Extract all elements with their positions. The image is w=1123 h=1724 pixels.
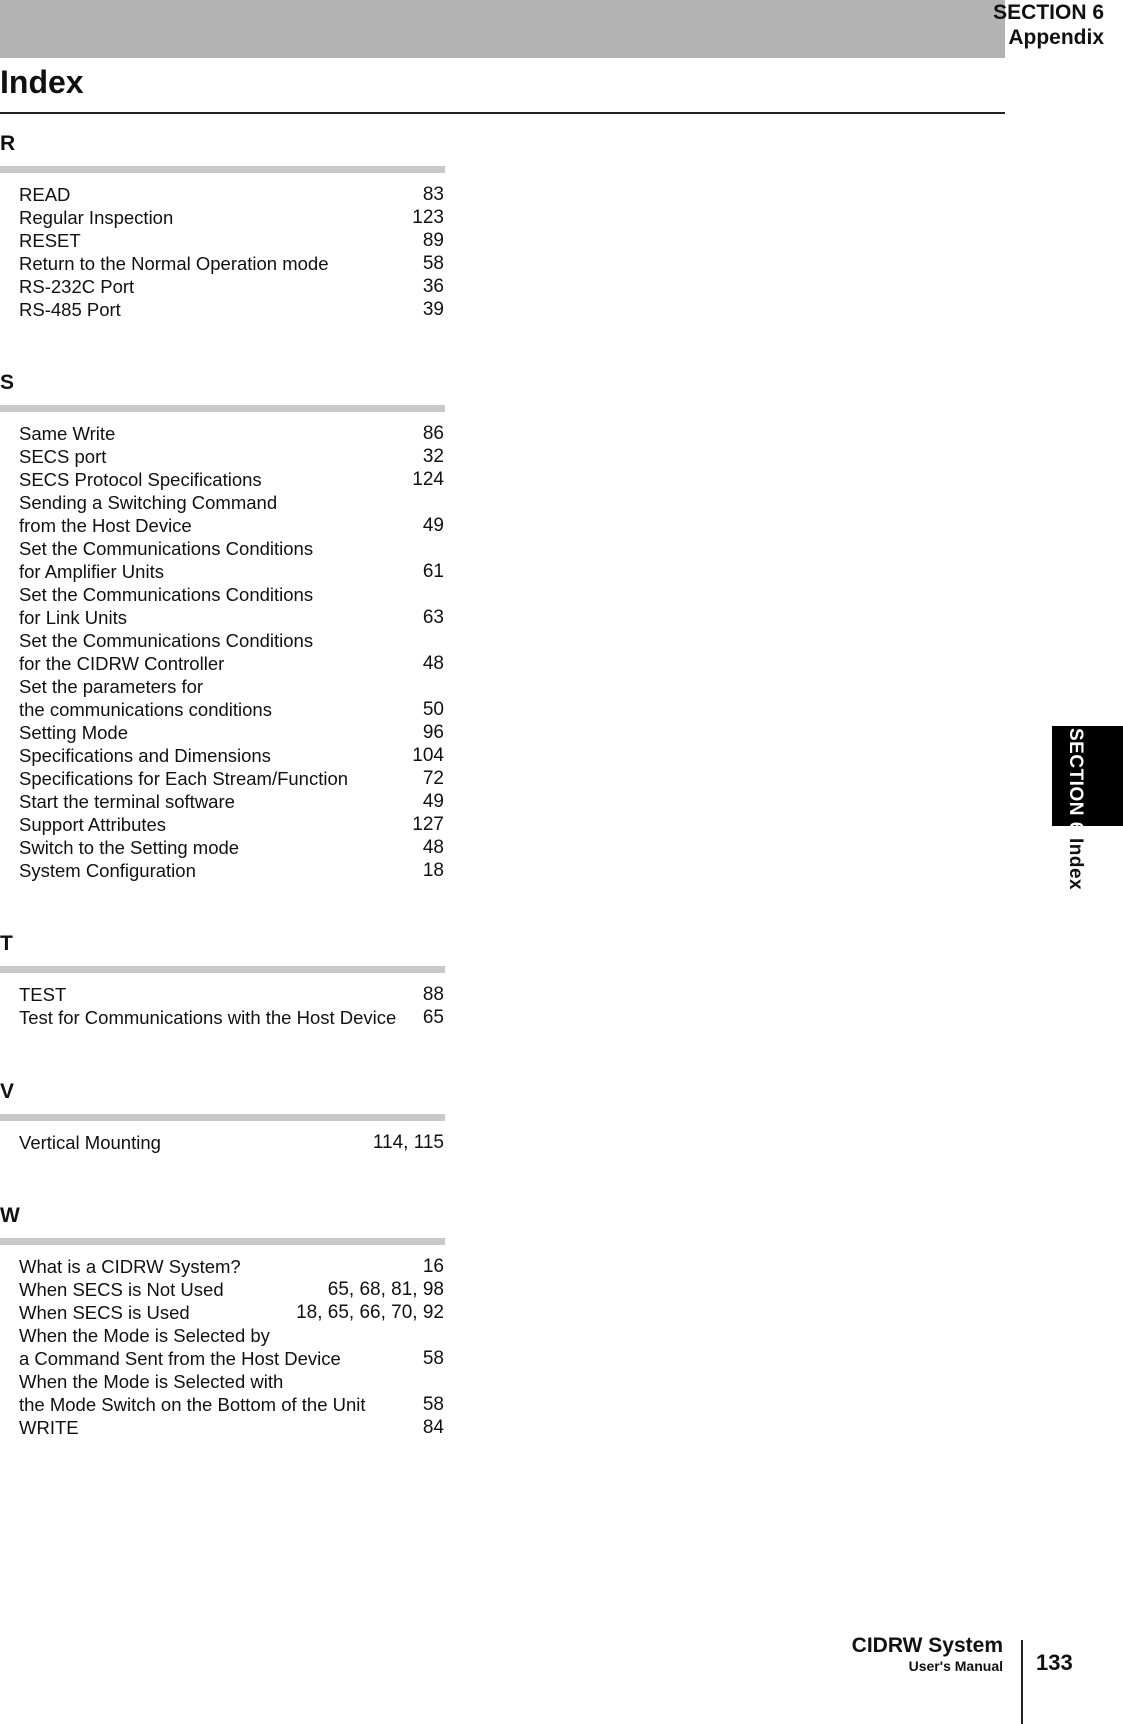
section-letter: T: [0, 932, 13, 955]
entry-term: When the Mode is Selected with: [19, 1371, 284, 1392]
index-section-w: [0, 1204, 445, 1439]
entry-term: Setting Mode: [19, 722, 129, 743]
entry-page-ref: 48: [422, 653, 444, 674]
entry-term: What is a CIDRW System?: [19, 1256, 241, 1277]
footer-title: CIDRW System: [851, 1634, 1003, 1657]
entry-term: Set the Communications Conditions: [19, 630, 314, 651]
side-tab-section: SECTION 6: [1065, 728, 1086, 833]
entry-page-ref: 65, 68, 81, 98: [327, 1279, 444, 1300]
entry-term: a Command Sent from the Host Device: [19, 1348, 341, 1369]
section-letter: V: [0, 1080, 15, 1103]
entry-term: Vertical Mounting: [19, 1132, 161, 1153]
entry-term: READ: [19, 184, 71, 205]
section-rule: [0, 405, 445, 412]
section-rule: [0, 1238, 445, 1245]
entry-term: When the Mode is Selected by: [19, 1325, 270, 1346]
entry-term: Switch to the Setting mode: [19, 837, 240, 858]
entry-term: RS-485 Port: [19, 299, 121, 320]
entry-term: When SECS is Not Used: [19, 1279, 224, 1300]
section-letter: S: [0, 371, 15, 394]
entry-page-ref: 123: [412, 207, 444, 228]
entry-term: Set the Communications Conditions: [19, 538, 314, 559]
entry-term: When SECS is Used: [19, 1302, 190, 1323]
entry-page-ref: 72: [422, 768, 444, 789]
index-entry: [0, 859, 445, 882]
index-entry: [0, 767, 445, 790]
index-entry: [0, 1278, 445, 1301]
index-section-v: [0, 1080, 445, 1154]
entry-page-ref: 89: [422, 230, 444, 251]
index-entry: [0, 1324, 445, 1370]
index-entry: [0, 252, 445, 275]
entry-page-ref: 18, 65, 66, 70, 92: [296, 1302, 444, 1323]
index-section-s: [0, 371, 445, 882]
entry-page-ref: 83: [422, 184, 444, 205]
entry-page-ref: 61: [422, 561, 444, 582]
entry-term: RESET: [19, 230, 81, 251]
index-entry: [0, 445, 445, 468]
entry-page-ref: 58: [422, 1348, 444, 1369]
entry-term: Start the terminal software: [19, 791, 235, 812]
entry-page-ref: 58: [422, 1394, 444, 1415]
index-section-t: [0, 932, 445, 1029]
entry-term: from the Host Device: [19, 515, 192, 536]
entry-page-ref: 48: [422, 837, 444, 858]
entry-term: Specifications and Dimensions: [19, 745, 271, 766]
entry-term: Specifications for Each Stream/Function: [19, 768, 349, 789]
section-rule: [0, 966, 445, 973]
index-entry: [0, 583, 445, 629]
index-entry: [0, 813, 445, 836]
entry-page-ref: 49: [422, 791, 444, 812]
index-entry: [0, 744, 445, 767]
index-entry: [0, 983, 445, 1006]
entry-term: Return to the Normal Operation mode: [19, 253, 329, 274]
entry-term: Test for Communications with the Host Device: [19, 1007, 397, 1028]
entry-term: TEST: [19, 984, 67, 1005]
page-title: Index: [0, 64, 84, 100]
footer-rule: [1021, 1640, 1023, 1724]
entry-page-ref: 58: [422, 253, 444, 274]
title-rule: [0, 112, 1005, 114]
entry-term: WRITE: [19, 1417, 79, 1438]
entry-term: Regular Inspection: [19, 207, 174, 228]
entry-page-ref: 88: [422, 984, 444, 1005]
index-entry: [0, 491, 445, 537]
entry-term: System Configuration: [19, 860, 196, 881]
index-entry: [0, 422, 445, 445]
index-entry: [0, 206, 445, 229]
entry-page-ref: 65: [422, 1007, 444, 1028]
entry-page-ref: 127: [412, 814, 444, 835]
entry-term: the communications conditions: [19, 699, 272, 720]
index-entry: [0, 1255, 445, 1278]
header-section: [993, 0, 1104, 50]
entry-term: SECS port: [19, 446, 107, 467]
entry-term: for the CIDRW Controller: [19, 653, 225, 674]
index-entry: [0, 298, 445, 321]
entry-page-ref: 18: [422, 860, 444, 881]
entry-term: for Link Units: [19, 607, 127, 628]
index-entry: [0, 1416, 445, 1439]
index-entry: [0, 721, 445, 744]
index-entry: [0, 1370, 445, 1416]
index-entry: [0, 675, 445, 721]
entry-term: SECS Protocol Specifications: [19, 469, 262, 490]
entry-page-ref: 32: [422, 446, 444, 467]
entry-term: Support Attributes: [19, 814, 167, 835]
index-section-r: [0, 132, 445, 321]
header-chapter: Appendix: [1008, 26, 1104, 49]
entry-term: for Amplifier Units: [19, 561, 164, 582]
index-entry: [0, 229, 445, 252]
entry-page-ref: 114, 115: [372, 1132, 444, 1153]
section-letter: R: [0, 132, 16, 155]
entry-term: RS-232C Port: [19, 276, 135, 297]
entry-term: the Mode Switch on the Bottom of the Unit: [19, 1394, 366, 1415]
side-tab-label: [1062, 728, 1088, 890]
index-entry: [0, 1006, 445, 1029]
header-bar: [0, 0, 1005, 58]
index-entry: [0, 537, 445, 583]
page-number: 133: [1036, 1650, 1073, 1675]
entry-page-ref: 86: [422, 423, 444, 444]
index-entry: [0, 275, 445, 298]
section-rule: [0, 166, 445, 173]
entry-page-ref: 63: [422, 607, 444, 628]
entry-page-ref: 16: [422, 1256, 444, 1277]
entry-term: Set the parameters for: [19, 676, 204, 697]
entry-page-ref: 39: [422, 299, 444, 320]
footer-subtitle: User's Manual: [908, 1658, 1003, 1674]
entry-page-ref: 49: [422, 515, 444, 536]
entry-page-ref: 96: [422, 722, 444, 743]
index-entry: [0, 468, 445, 491]
index-entry: [0, 790, 445, 813]
index-entry: [0, 1131, 445, 1154]
entry-page-ref: 36: [422, 276, 444, 297]
section-letter: W: [0, 1204, 20, 1227]
index-entry: [0, 1301, 445, 1324]
footer: [852, 1634, 1003, 1674]
header-section-number: SECTION 6: [993, 1, 1104, 24]
index-entry: [0, 629, 445, 675]
entry-term: Set the Communications Conditions: [19, 584, 314, 605]
index-entry: [0, 836, 445, 859]
entry-term: Sending a Switching Command: [19, 492, 278, 513]
section-rule: [0, 1114, 445, 1121]
side-tab-index: Index: [1065, 837, 1086, 890]
entry-page-ref: 50: [422, 699, 444, 720]
entry-page-ref: 84: [422, 1417, 444, 1438]
entry-page-ref: 104: [412, 745, 444, 766]
entry-page-ref: 124: [412, 469, 444, 490]
entry-term: Same Write: [19, 423, 116, 444]
index-entry: [0, 183, 445, 206]
